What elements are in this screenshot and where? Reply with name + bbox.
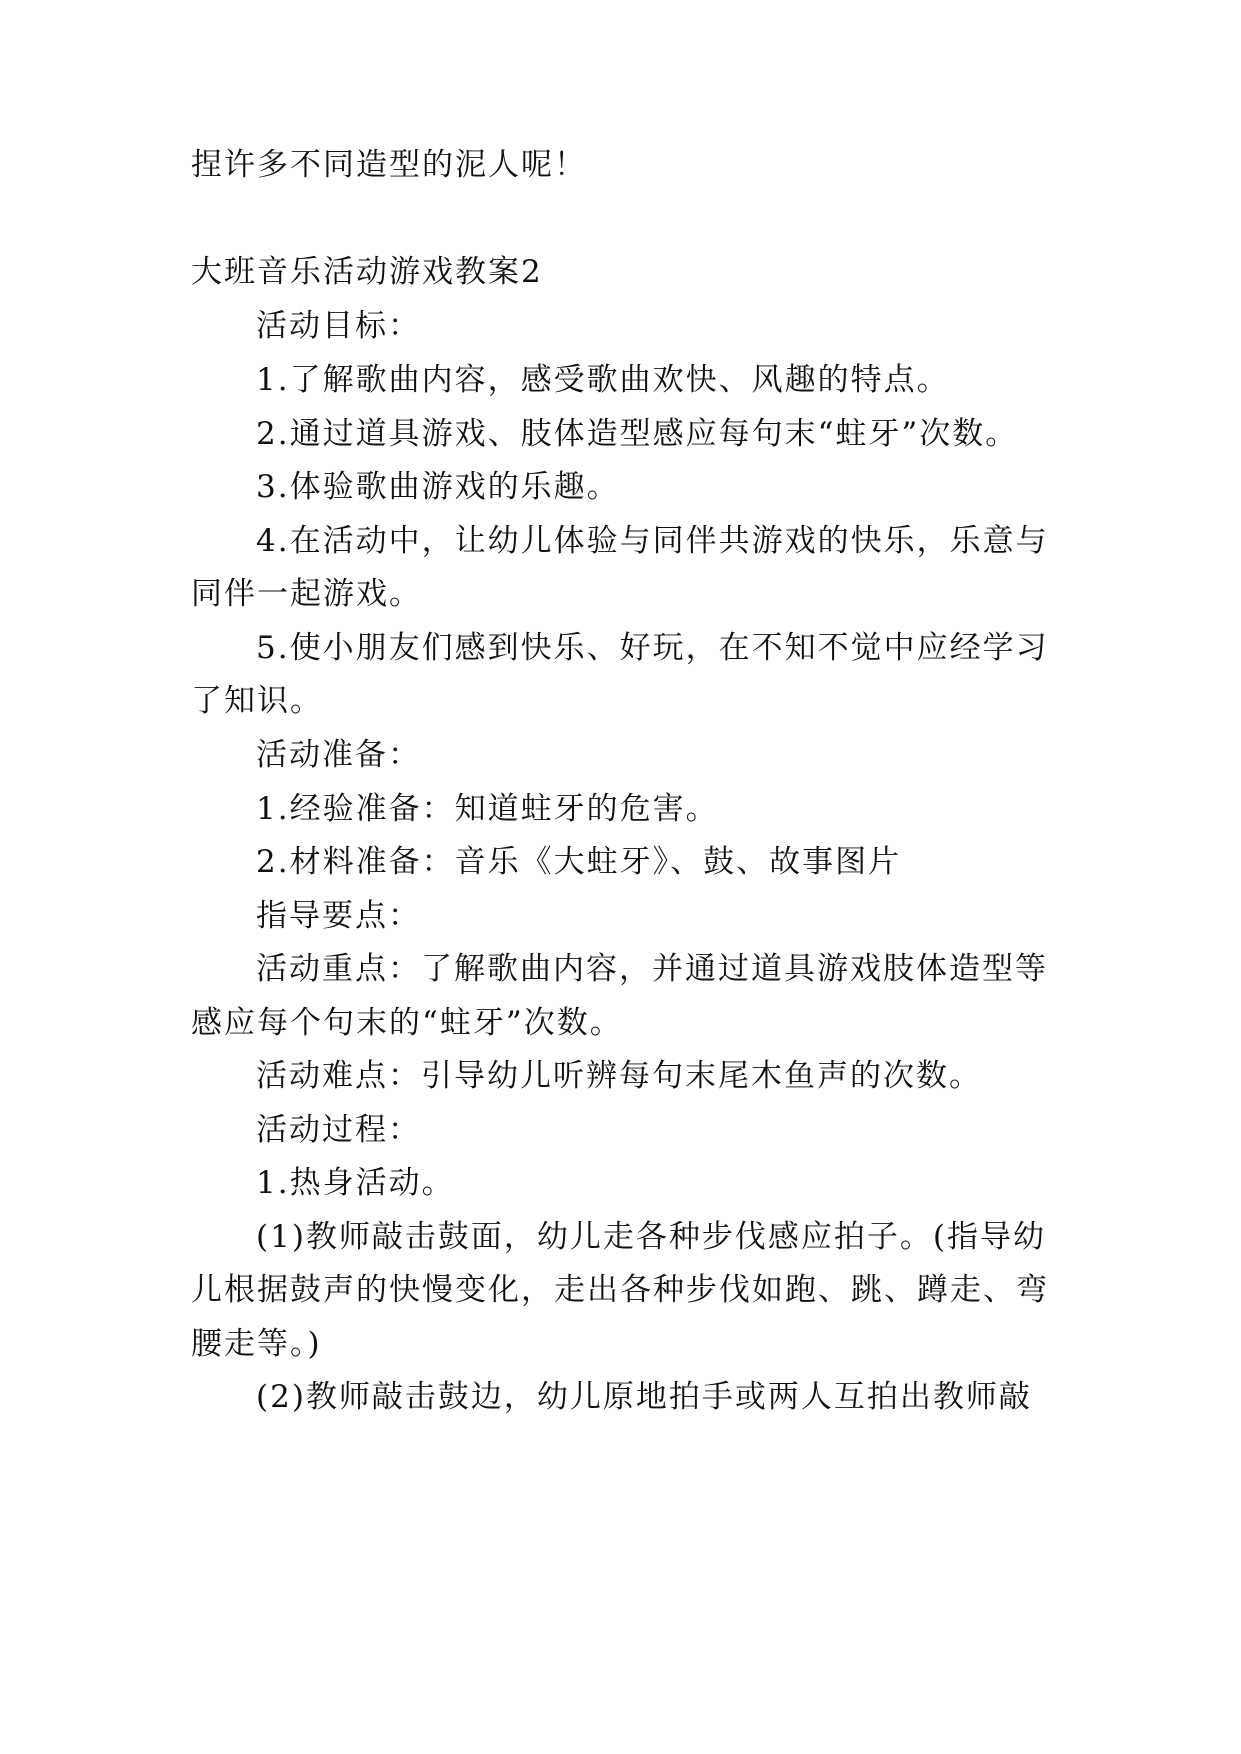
text-line: 儿根据鼓声的快慢变化，走出各种步伐如跑、跳、蹲走、弯 <box>191 1272 1049 1308</box>
text-line: 1.了解歌曲内容，感受歌曲欢快、风趣的特点。 <box>256 362 950 398</box>
text-line: 4.在活动中，让幼儿体验与同伴共游戏的快乐，乐意与 <box>256 523 1049 559</box>
text-line: 1.热身活动。 <box>256 1165 455 1201</box>
text-line: 感应每个句末的“蛀牙”次数。 <box>191 1005 623 1041</box>
text-line: 活动难点：引导幼儿听辨每句末尾木鱼声的次数。 <box>256 1058 982 1094</box>
text-line: (2)教师敲击鼓边，幼儿原地拍手或两人互拍出教师敲 <box>256 1379 1032 1415</box>
text-line: 活动重点：了解歌曲内容，并通过道具游戏肢体造型等 <box>256 951 1048 987</box>
text-line: 2.材料准备：音乐《大蛀牙》、鼓、故事图片 <box>256 844 902 880</box>
text-line: 了知识。 <box>191 683 323 719</box>
heading-activity-goals: 活动目标： <box>256 308 421 344</box>
text-line: (1)教师敲击鼓面，幼儿走各种步伐感应拍子。(指导幼 <box>256 1219 1047 1255</box>
text-line: 腰走等。) <box>191 1326 322 1362</box>
heading-guidance: 指导要点： <box>256 898 421 934</box>
text-line: 捏许多不同造型的泥人呢！ <box>191 147 587 183</box>
text-line: 同伴一起游戏。 <box>191 576 422 612</box>
text-line: 5.使小朋友们感到快乐、好玩，在不知不觉中应经学习 <box>256 630 1049 666</box>
section-heading: 大班音乐活动游戏教案2 <box>191 254 543 290</box>
text-line: 1.经验准备：知道蛀牙的危害。 <box>256 791 719 827</box>
heading-activity-prep: 活动准备： <box>256 737 421 773</box>
heading-activity-process: 活动过程： <box>256 1112 421 1148</box>
text-line: 2.通过道具游戏、肢体造型感应每句末“蛀牙”次数。 <box>256 416 1019 452</box>
text-line: 3.体验歌曲游戏的乐趣。 <box>256 469 620 505</box>
